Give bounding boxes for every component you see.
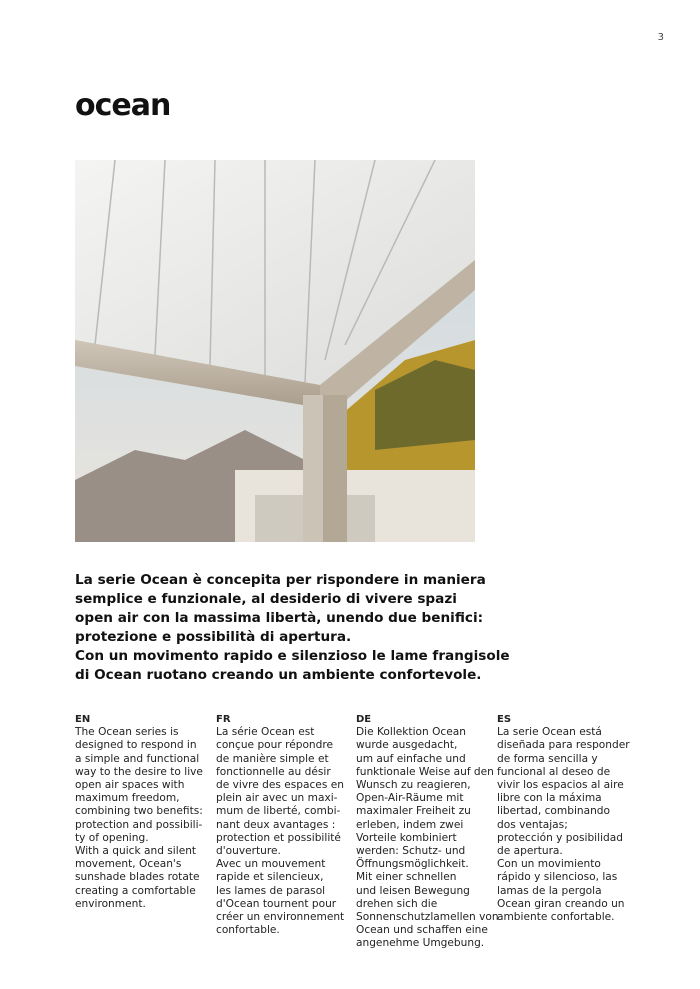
language-heading: FR bbox=[216, 714, 231, 725]
body-line: drehen sich die bbox=[356, 897, 438, 910]
body-line: protection et possibilité bbox=[216, 831, 341, 844]
body-line: nant deux avantages : bbox=[216, 818, 336, 831]
body-line: Vorteile kombiniert bbox=[356, 831, 457, 844]
body-line: confortable. bbox=[216, 924, 280, 937]
body-line: funktionale Weise auf den bbox=[356, 765, 494, 778]
language-heading: EN bbox=[75, 714, 91, 725]
body-line: libre con la máxima bbox=[497, 792, 602, 805]
body-line: environment. bbox=[75, 897, 146, 910]
pergola-photo bbox=[75, 160, 475, 542]
body-line: way to the desire to live bbox=[75, 765, 203, 778]
body-line: fonctionnelle au désir bbox=[216, 765, 331, 778]
column-de bbox=[356, 713, 501, 951]
body-line: a simple and functional bbox=[75, 752, 200, 765]
language-heading: DE bbox=[356, 714, 372, 725]
body-line: de manière simple et bbox=[216, 752, 329, 765]
intro-text-italian bbox=[75, 571, 510, 685]
body-line: protection and possibili- bbox=[75, 818, 203, 831]
language-heading: ES bbox=[497, 714, 512, 725]
body-line: designed to respond in bbox=[75, 739, 197, 752]
page-number: 3 bbox=[657, 32, 664, 43]
body-line: de apertura. bbox=[497, 845, 563, 858]
body-line: de vivre des espaces en bbox=[216, 779, 344, 792]
body-line: Sonnenschutzlamellen von bbox=[356, 911, 499, 924]
body-line: open air spaces with bbox=[75, 779, 185, 792]
body-line: plein air avec un maxi- bbox=[216, 792, 338, 805]
intro-line: semplice e funzionale, al desiderio di vivere spazi bbox=[75, 591, 457, 607]
body-line: Mit einer schnellen bbox=[356, 871, 457, 884]
body-line: Con un movimiento bbox=[497, 858, 601, 871]
body-line: Wunsch zu reagieren, bbox=[356, 779, 471, 792]
body-line: ambiente confortable. bbox=[497, 911, 615, 924]
body-line: d'ouverture. bbox=[216, 845, 281, 858]
intro-line: La serie Ocean è concepita per rispondere in maniera bbox=[75, 572, 486, 588]
body-line: La série Ocean est bbox=[216, 726, 315, 739]
body-line: Ocean und schaffen eine bbox=[356, 924, 488, 937]
body-line: La serie Ocean está bbox=[497, 726, 602, 739]
body-line: und leisen Bewegung bbox=[356, 884, 470, 897]
body-line: maximum freedom, bbox=[75, 792, 180, 805]
body-line: sunshade blades rotate bbox=[75, 871, 200, 884]
body-line: diseñada para responder bbox=[497, 739, 630, 752]
body-line: angenehme Umgebung. bbox=[356, 937, 485, 950]
column-es bbox=[497, 713, 642, 924]
body-line: creating a comfortable bbox=[75, 884, 196, 897]
body-line: Öffnungsmöglichkeit. bbox=[356, 858, 469, 871]
body-line: de forma sencilla y bbox=[497, 752, 598, 765]
body-line: With a quick and silent bbox=[75, 845, 197, 858]
intro-line: protezione e possibilità di apertura. bbox=[75, 629, 352, 645]
body-line: rapide et silencieux, bbox=[216, 871, 324, 884]
intro-line: di Ocean ruotano creando un ambiente confortevole. bbox=[75, 667, 482, 683]
body-line: libertad, combinando bbox=[497, 805, 611, 818]
intro-line: open air con la massima libertà, unendo due benifici: bbox=[75, 610, 484, 626]
body-line: werden: Schutz- und bbox=[356, 845, 466, 858]
body-line: um auf einfache und bbox=[356, 752, 466, 765]
body-line: erleben, indem zwei bbox=[356, 818, 464, 831]
body-line: Die Kollektion Ocean bbox=[356, 726, 466, 739]
body-line: maximaler Freiheit zu bbox=[356, 805, 471, 818]
body-line: Avec un mouvement bbox=[216, 858, 326, 871]
body-line: rápido y silencioso, las bbox=[497, 871, 618, 884]
body-line: ty of opening. bbox=[75, 831, 149, 844]
intro-line: Con un movimento rapido e silenzioso le lame frangisole bbox=[75, 648, 510, 664]
body-line: combining two benefits: bbox=[75, 805, 203, 818]
body-line: d'Ocean tournent pour bbox=[216, 897, 337, 910]
brand-logo: ocean bbox=[75, 88, 171, 123]
body-line: dos ventajas; bbox=[497, 818, 568, 831]
body-line: vivir los espacios al aire bbox=[497, 779, 624, 792]
body-line: The Ocean series is bbox=[75, 726, 179, 739]
body-line: Ocean giran creando un bbox=[497, 897, 625, 910]
body-line: mum de liberté, combi- bbox=[216, 805, 341, 818]
column-fr bbox=[216, 713, 361, 937]
body-line: Open-Air-Räume mit bbox=[356, 792, 464, 805]
body-line: conçue pour répondre bbox=[216, 739, 334, 752]
body-line: wurde ausgedacht, bbox=[356, 739, 458, 752]
body-line: protección y posibilidad bbox=[497, 831, 623, 844]
body-line: créer un environnement bbox=[216, 911, 345, 924]
body-line: movement, Ocean's bbox=[75, 858, 182, 871]
body-line: funcional al deseo de bbox=[497, 765, 611, 778]
column-en bbox=[75, 713, 220, 911]
body-line: lamas de la pergola bbox=[497, 884, 602, 897]
body-line: les lames de parasol bbox=[216, 884, 326, 897]
